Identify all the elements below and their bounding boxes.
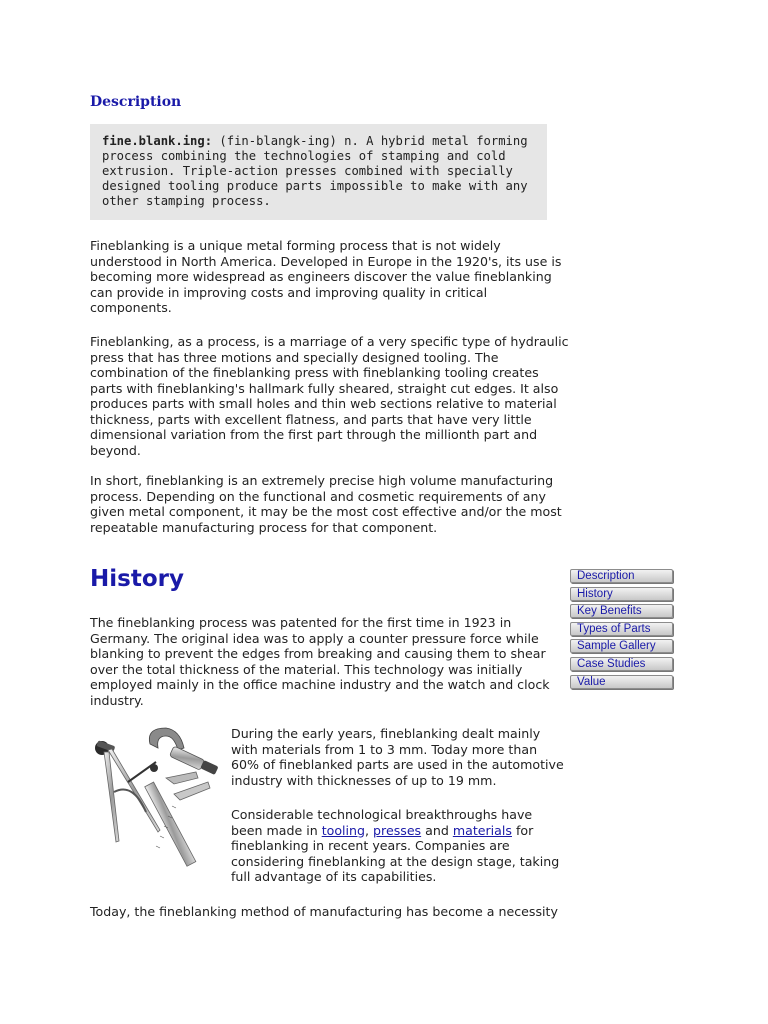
definition-box xyxy=(90,124,547,220)
side-navigation xyxy=(570,569,673,692)
history-intro: The fineblanking process was patented for the first time in 1923 in Germany. The original idea was to apply a counter pressure force while blanking to prevent the edges from breaking and causing them to shear over the total thickness of the material. This technology was initially employed mainly in the office machine industry and the watch and clock industry. xyxy=(90,615,550,708)
nav-button-sample-gallery[interactable]: Sample Gallery xyxy=(570,639,673,653)
breakthroughs-sep-2: and xyxy=(421,822,453,838)
nav-button-description[interactable]: Description xyxy=(570,569,673,583)
nav-button-case-studies[interactable]: Case Studies xyxy=(570,657,673,671)
presses-link[interactable]: presses xyxy=(373,822,422,838)
definition-text: (fin-blangk-ing) n. A hybrid metal forming process combining the technologies of stamping and cold extrusion. Triple-action presses combined with specially designed tooling produce parts impossible to make with any other stamping process. xyxy=(102,134,528,208)
history-today: Today, the fineblanking method of manufacturing has become a necessity xyxy=(90,904,558,919)
paragraph-intro: Fineblanking is a unique metal forming process that is not widely understood in North America. Developed in Europe in the 1920's, its use is becoming more widespread as engineers discover the value fineblanking can provide in improving costs and improving quality in critical components. xyxy=(90,238,562,315)
history-early-years: During the early years, fineblanking dealt mainly with materials from 1 to 3 mm. Today more than 60% of fineblanked parts are used in the automotive industry with thicknesses of up to 19 mm. xyxy=(231,726,564,788)
breakthroughs-text-before: Considerable technological breakthroughs have been made in xyxy=(231,807,533,838)
definition-term: fine.blank.ing: xyxy=(102,134,213,148)
breakthroughs-text-after: for fineblanking in recent years. Companies are considering fineblanking at the design stage, taking full advantage of its capabilities. xyxy=(231,822,560,884)
nav-button-key-benefits[interactable]: Key Benefits xyxy=(570,604,673,618)
paragraph-summary: In short, fineblanking is an extremely precise high volume manufacturing process. Depending on the functional and cosmetic requirements of any given metal component, it may be the most cost effective and/or the most repeatable manufacturing process for that component. xyxy=(90,473,562,535)
measuring-tools-image xyxy=(88,722,226,870)
breakthroughs-sep-1: , xyxy=(365,822,374,838)
history-title: History xyxy=(90,566,184,592)
history-breakthroughs xyxy=(231,807,567,885)
materials-link[interactable]: materials xyxy=(452,822,512,838)
nav-button-value[interactable]: Value xyxy=(570,675,673,689)
nav-button-history[interactable]: History xyxy=(570,587,673,601)
description-heading: Description xyxy=(90,94,182,110)
nav-button-types-of-parts[interactable]: Types of Parts xyxy=(570,622,673,636)
paragraph-process: Fineblanking, as a process, is a marriage of a very specific type of hydraulic press that has three motions and specially designed tooling. The combination of the fineblanking press with fineblanking tooling creates parts with fineblanking's hallmark fully sheared, straight cut edges. It also produces parts with small holes and thin web sections relative to material thickness, parts with excellent flatness, and parts that have very little dimensional variation from the first part through the millionth part and beyond. xyxy=(90,334,569,458)
tooling-link[interactable]: tooling xyxy=(321,822,366,838)
